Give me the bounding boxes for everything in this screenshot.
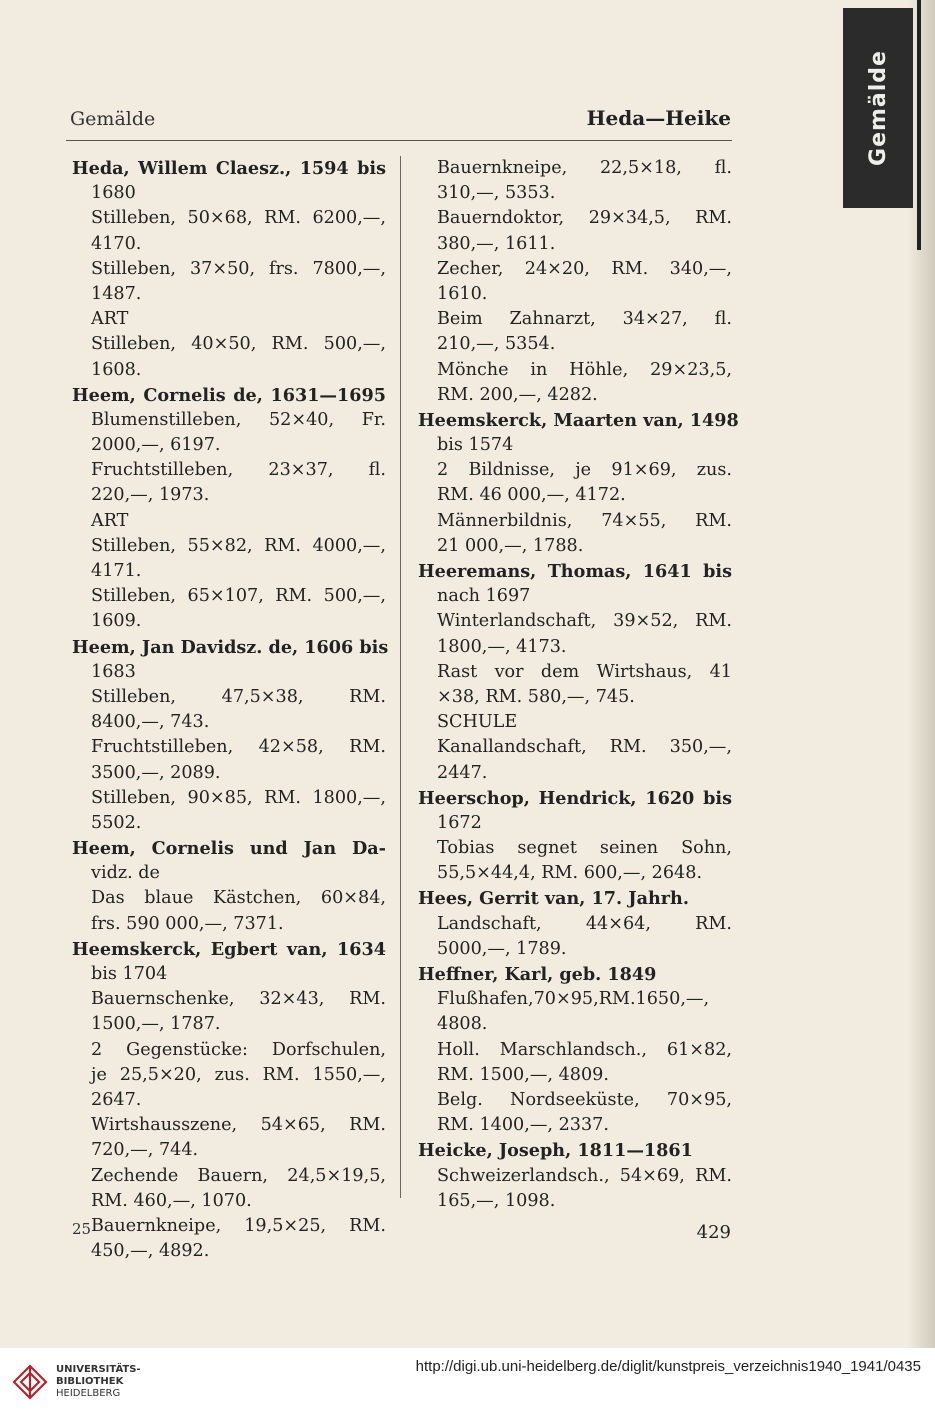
entry-continuation: 720,—, 744.: [91, 1140, 199, 1161]
entry-continuation: 210,—, 5354.: [437, 334, 556, 355]
entry-line: Das blaue Kästchen, 60×84,: [91, 888, 386, 909]
entry-continuation: 310,—, 5353.: [437, 183, 556, 204]
entry-continuation: 1610.: [437, 283, 488, 304]
source-url-link[interactable]: http://digi.ub.uni-heidelberg.de/diglit/kunstpreis_verzeichnis1940_1941/0435: [415, 1358, 921, 1375]
entry-line: Stilleben, 37×50, frs. 7800,—,: [91, 258, 386, 279]
entry-line: Flußhafen,70×95,RM.1650,—,: [437, 989, 710, 1010]
entry-continuation: 2447.: [437, 762, 488, 783]
entry-continuation: vidz. de: [91, 863, 160, 884]
running-head-right: Heda—Heike: [586, 106, 731, 130]
entry-continuation: frs. 590 000,—, 7371.: [91, 913, 284, 934]
entry-line: 2 Bildnisse, je 91×69, zus.: [437, 460, 732, 481]
entry-continuation: 450,—, 4892.: [91, 1241, 210, 1262]
left-column: [70, 156, 389, 1264]
entry-continuation: RM. 1400,—, 2337.: [437, 1115, 609, 1136]
library-name-line: HEIDELBERG: [56, 1388, 121, 1399]
page-number: 429: [696, 1222, 731, 1243]
entry-continuation: RM. 1500,—, 4809.: [437, 1064, 609, 1085]
artist-heading: Heem, Jan Davidsz. de, 1606 bis: [72, 636, 389, 658]
entry-line: Wirtshausszene, 54×65, RM.: [91, 1115, 386, 1136]
artist-heading: Heemskerck, Egbert van, 1634: [72, 938, 386, 960]
entry-continuation: 2000,—, 6197.: [91, 435, 221, 456]
entry-line: Bauernkneipe, 19,5×25, RM.: [91, 1215, 386, 1236]
artist-heading: Heerschop, Hendrick, 1620 bis: [418, 787, 732, 809]
entry-line: Mönche in Höhle, 29×23,5,: [437, 359, 732, 380]
entry-line: ART: [91, 309, 129, 330]
right-column: [416, 156, 739, 1214]
entry-continuation: 4170.: [91, 233, 142, 254]
entry-continuation: 380,—, 1611.: [437, 233, 556, 254]
entry-continuation: nach 1697: [437, 586, 531, 607]
artist-heading: Heffner, Karl, geb. 1849: [418, 964, 657, 985]
artist-heading: Heemskerck, Maarten van, 1498: [418, 409, 739, 431]
entry-line: Bauerndoktor, 29×34,5, RM.: [437, 208, 732, 229]
entry-continuation: 3500,—, 2089.: [91, 762, 221, 783]
entry-line: Holl. Marschlandsch., 61×82,: [437, 1039, 732, 1060]
entry-continuation: 55,5×44,4, RM. 600,—, 2648.: [437, 863, 703, 884]
entry-line: Beim Zahnarzt, 34×27, fl.: [437, 309, 732, 330]
entry-continuation: je 25,5×20, zus. RM. 1550,—,: [91, 1064, 386, 1085]
entry-continuation: ×38, RM. 580,—, 745.: [437, 686, 635, 707]
entry-continuation: 2647.: [91, 1089, 142, 1110]
entry-line: Stilleben, 47,5×38, RM.: [91, 686, 386, 707]
entry-continuation: 165,—, 1098.: [437, 1190, 556, 1211]
entry-line: Stilleben, 50×68, RM. 6200,—,: [91, 208, 386, 229]
entry-continuation: 1500,—, 1787.: [91, 1014, 221, 1035]
entry-line: Stilleben, 90×85, RM. 1800,—,: [91, 787, 386, 808]
entry-line: Tobias segnet seinen Sohn,: [437, 838, 732, 859]
entry-line: Zechende Bauern, 24,5×19,5,: [91, 1165, 386, 1186]
entry-line: Männerbildnis, 74×55, RM.: [437, 510, 732, 531]
entry-continuation: 1680: [91, 183, 136, 204]
entry-continuation: 1672: [437, 812, 482, 833]
entry-line: Blumenstilleben, 52×40, Fr.: [91, 409, 386, 430]
entry-line: Belg. Nordseeküste, 70×95,: [437, 1089, 732, 1110]
entry-continuation: 5502.: [91, 812, 142, 833]
entry-line: Stilleben, 55×82, RM. 4000,—,: [91, 535, 386, 556]
artist-heading: Heem, Cornelis de, 1631—1695: [72, 384, 386, 406]
entry-line: Schweizerlandsch., 54×69, RM.: [437, 1165, 732, 1186]
entry-line: Fruchtstilleben, 23×37, fl.: [91, 460, 386, 481]
entry-line: Stilleben, 40×50, RM. 500,—,: [91, 334, 386, 355]
running-head-left: Gemälde: [70, 108, 156, 130]
entry-line: 2 Gegenstücke: Dorfschulen,: [91, 1039, 386, 1060]
library-name: [56, 1364, 141, 1400]
artist-heading: Heicke, Joseph, 1811—1861: [418, 1140, 693, 1162]
entry-continuation: 21 000,—, 1788.: [437, 535, 584, 556]
artist-heading: Heda, Willem Claesz., 1594 bis: [72, 158, 386, 179]
entry-continuation: bis 1704: [91, 964, 168, 984]
entry-line: Winterlandschaft, 39×52, RM.: [437, 611, 732, 632]
entry-line: Rast vor dem Wirtshaus, 41: [437, 661, 732, 682]
entry-continuation: 5000,—, 1789.: [437, 938, 567, 959]
entry-line: Fruchtstilleben, 42×58, RM.: [91, 737, 386, 758]
library-name-line: UNIVERSITÄTS-: [56, 1364, 141, 1375]
artist-heading: Hees, Gerrit van, 17. Jahrh.: [418, 888, 689, 910]
thumb-tab-label: Gemälde: [865, 50, 891, 166]
header-rule: [66, 140, 732, 141]
library-name-line: BIBLIOTHEK: [56, 1376, 124, 1387]
binding-edge: [917, 0, 921, 250]
artist-heading: Heem, Cornelis und Jan Da-: [72, 838, 386, 860]
thumb-index-tab: [843, 8, 913, 208]
digitization-footer: [0, 1348, 935, 1418]
entry-line: Kanallandschaft, RM. 350,—,: [437, 737, 732, 758]
entry-line: ART: [91, 510, 129, 531]
library-logo-icon: [10, 1362, 50, 1402]
entry-line: SCHULE: [437, 712, 518, 733]
entry-continuation: 4171.: [91, 561, 142, 581]
entry-line: Bauernkneipe, 22,5×18, fl.: [437, 158, 732, 178]
signature-mark: 25: [72, 1220, 92, 1238]
entry-continuation: 1683: [91, 661, 136, 682]
entry-continuation: 1609.: [91, 611, 142, 632]
entry-line: Zecher, 24×20, RM. 340,—,: [437, 258, 732, 279]
entry-continuation: 4808.: [437, 1014, 488, 1035]
entry-continuation: 1487.: [91, 283, 142, 304]
entry-line: Bauernschenke, 32×43, RM.: [91, 989, 386, 1010]
entry-continuation: RM. 460,—, 1070.: [91, 1190, 252, 1211]
artist-heading: Heeremans, Thomas, 1641 bis: [418, 561, 732, 582]
entry-continuation: RM. 200,—, 4282.: [437, 384, 598, 405]
entry-continuation: RM. 46 000,—, 4172.: [437, 485, 626, 506]
entry-continuation: 220,—, 1973.: [91, 485, 210, 506]
column-divider: [400, 156, 401, 1198]
entry-line: Landschaft, 44×64, RM.: [437, 913, 732, 934]
entry-continuation: 8400,—, 743.: [91, 712, 210, 733]
entry-continuation: 1608.: [91, 359, 142, 380]
entry-line: Stilleben, 65×107, RM. 500,—,: [91, 586, 386, 607]
entry-continuation: bis 1574: [437, 435, 514, 456]
entry-continuation: 1800,—, 4173.: [437, 636, 567, 657]
